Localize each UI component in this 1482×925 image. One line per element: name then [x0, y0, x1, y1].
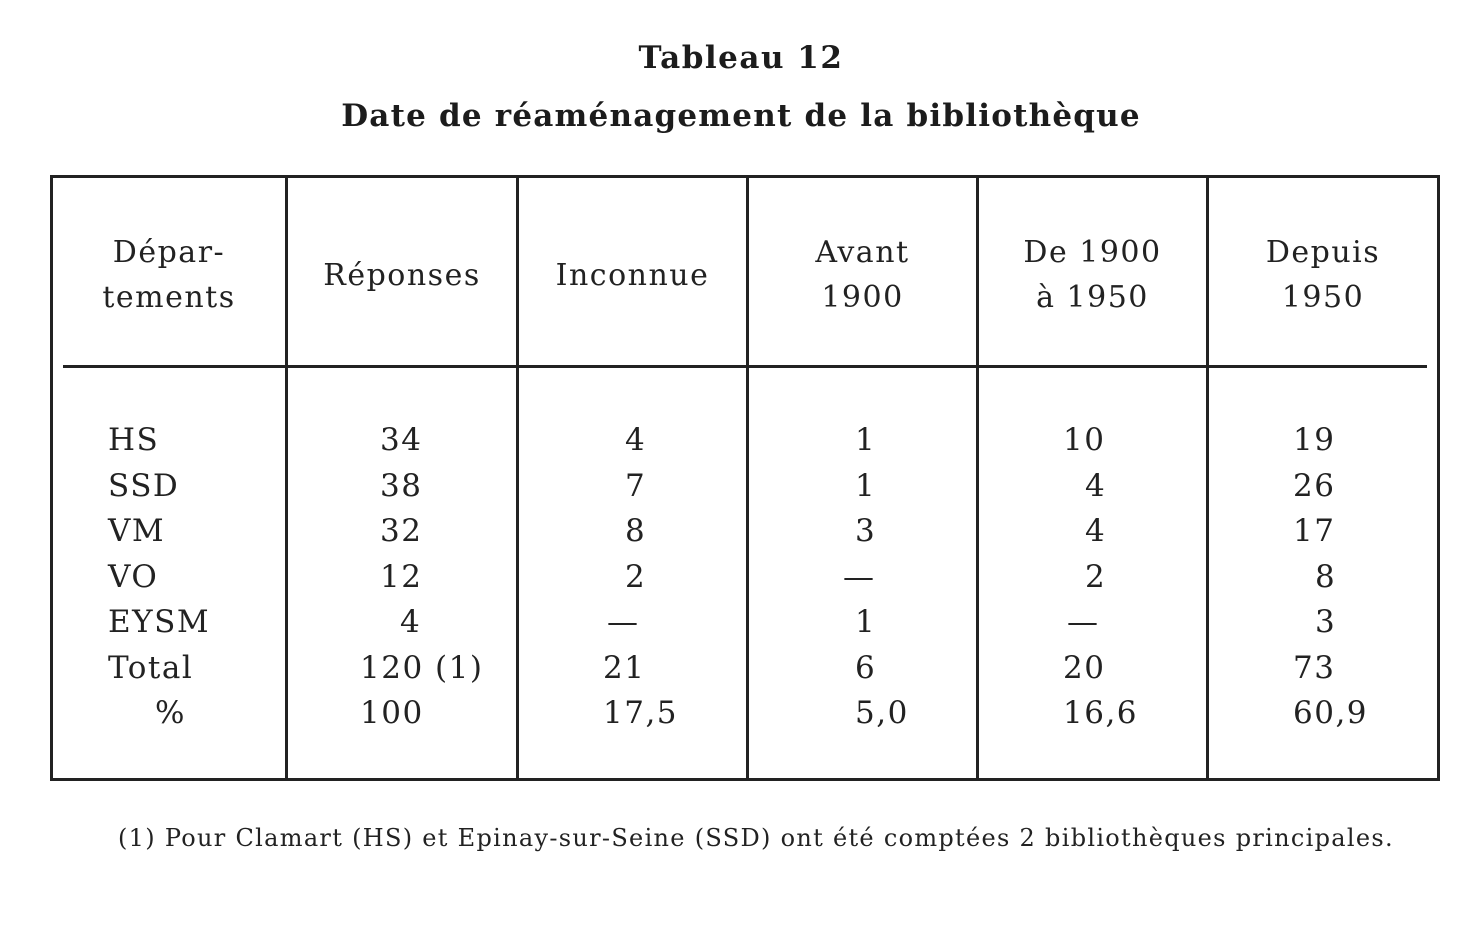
cell-reponses: 32: [380, 513, 423, 549]
col-avant-1900: [833, 418, 943, 737]
cell-depuis: 8: [1315, 558, 1337, 595]
cell-de1900: 2: [1085, 558, 1107, 595]
header-de-1900-a-1950: De 1900 à 1950: [1023, 235, 1162, 315]
col-departements: [108, 418, 210, 737]
cell-reponses: 4: [400, 604, 422, 640]
cell-dept: Total: [108, 649, 194, 686]
col-inconnue: [603, 418, 713, 737]
cell-avant: 1: [855, 422, 877, 458]
cell-reponses: 120 (1): [360, 649, 484, 686]
header-inconnue: Inconnue: [555, 257, 710, 293]
header-departements: Dépar- tements: [102, 235, 236, 315]
table-title: Tableau 12: [638, 40, 844, 76]
cell-de1900: 4: [1085, 513, 1107, 549]
cell-depuis: 73: [1293, 649, 1336, 686]
col-depuis-1950: [1293, 418, 1403, 737]
cell-avant: 6: [855, 649, 877, 686]
cell-dept: SSD: [108, 467, 180, 504]
cell-inconnue: 17,5: [603, 695, 679, 731]
footnote: (1) Pour Clamart (HS) et Epinay-sur-Seine (SSD) ont été comptées 2 bibliothèques principales.: [118, 824, 1394, 852]
cell-inconnue: 8: [625, 513, 647, 549]
cell-inconnue: 4: [625, 422, 647, 458]
cell-depuis: 26: [1293, 467, 1336, 504]
table-subtitle: Date de réaménagement de la bibliothèque: [341, 98, 1141, 134]
cell-dept: %: [155, 695, 186, 731]
header-avant-1900: Avant 1900: [815, 235, 910, 315]
cell-de1900: 16,6: [1063, 695, 1139, 731]
cell-depuis: 3: [1315, 604, 1337, 640]
cell-dept: VO: [108, 558, 159, 595]
cell-avant: 1: [855, 604, 877, 640]
cell-de1900: —: [1067, 604, 1100, 640]
cell-de1900: 20: [1063, 649, 1106, 686]
cell-avant: —: [843, 558, 876, 595]
cell-reponses: 100: [360, 695, 424, 731]
cell-avant: 3: [855, 513, 877, 549]
cell-avant: 1: [855, 467, 877, 504]
cell-depuis: 60,9: [1293, 695, 1369, 731]
cell-de1900: 4: [1085, 467, 1107, 504]
cell-inconnue: 7: [625, 467, 647, 504]
cell-reponses: 38: [380, 467, 423, 504]
cell-de1900: 10: [1063, 422, 1106, 458]
cell-reponses: 34: [380, 422, 423, 458]
cell-dept: EYSM: [108, 604, 211, 640]
cell-avant: 5,0: [855, 695, 909, 731]
cell-inconnue: 2: [625, 558, 647, 595]
cell-dept: HS: [108, 422, 160, 458]
header-rule: [63, 365, 1427, 368]
col-de-1900-a-1950: [1063, 418, 1173, 737]
cell-inconnue: 21: [603, 649, 646, 686]
header-reponses: Réponses: [323, 257, 481, 293]
data-table: [50, 175, 1440, 781]
cell-depuis: 19: [1293, 422, 1336, 458]
cell-depuis: 17: [1293, 513, 1336, 549]
col-reponses: [360, 418, 490, 737]
cell-reponses: 12: [380, 558, 423, 595]
cell-dept: VM: [108, 513, 166, 549]
cell-inconnue: —: [607, 604, 640, 640]
header-depuis-1950: Depuis 1950: [1265, 235, 1381, 315]
